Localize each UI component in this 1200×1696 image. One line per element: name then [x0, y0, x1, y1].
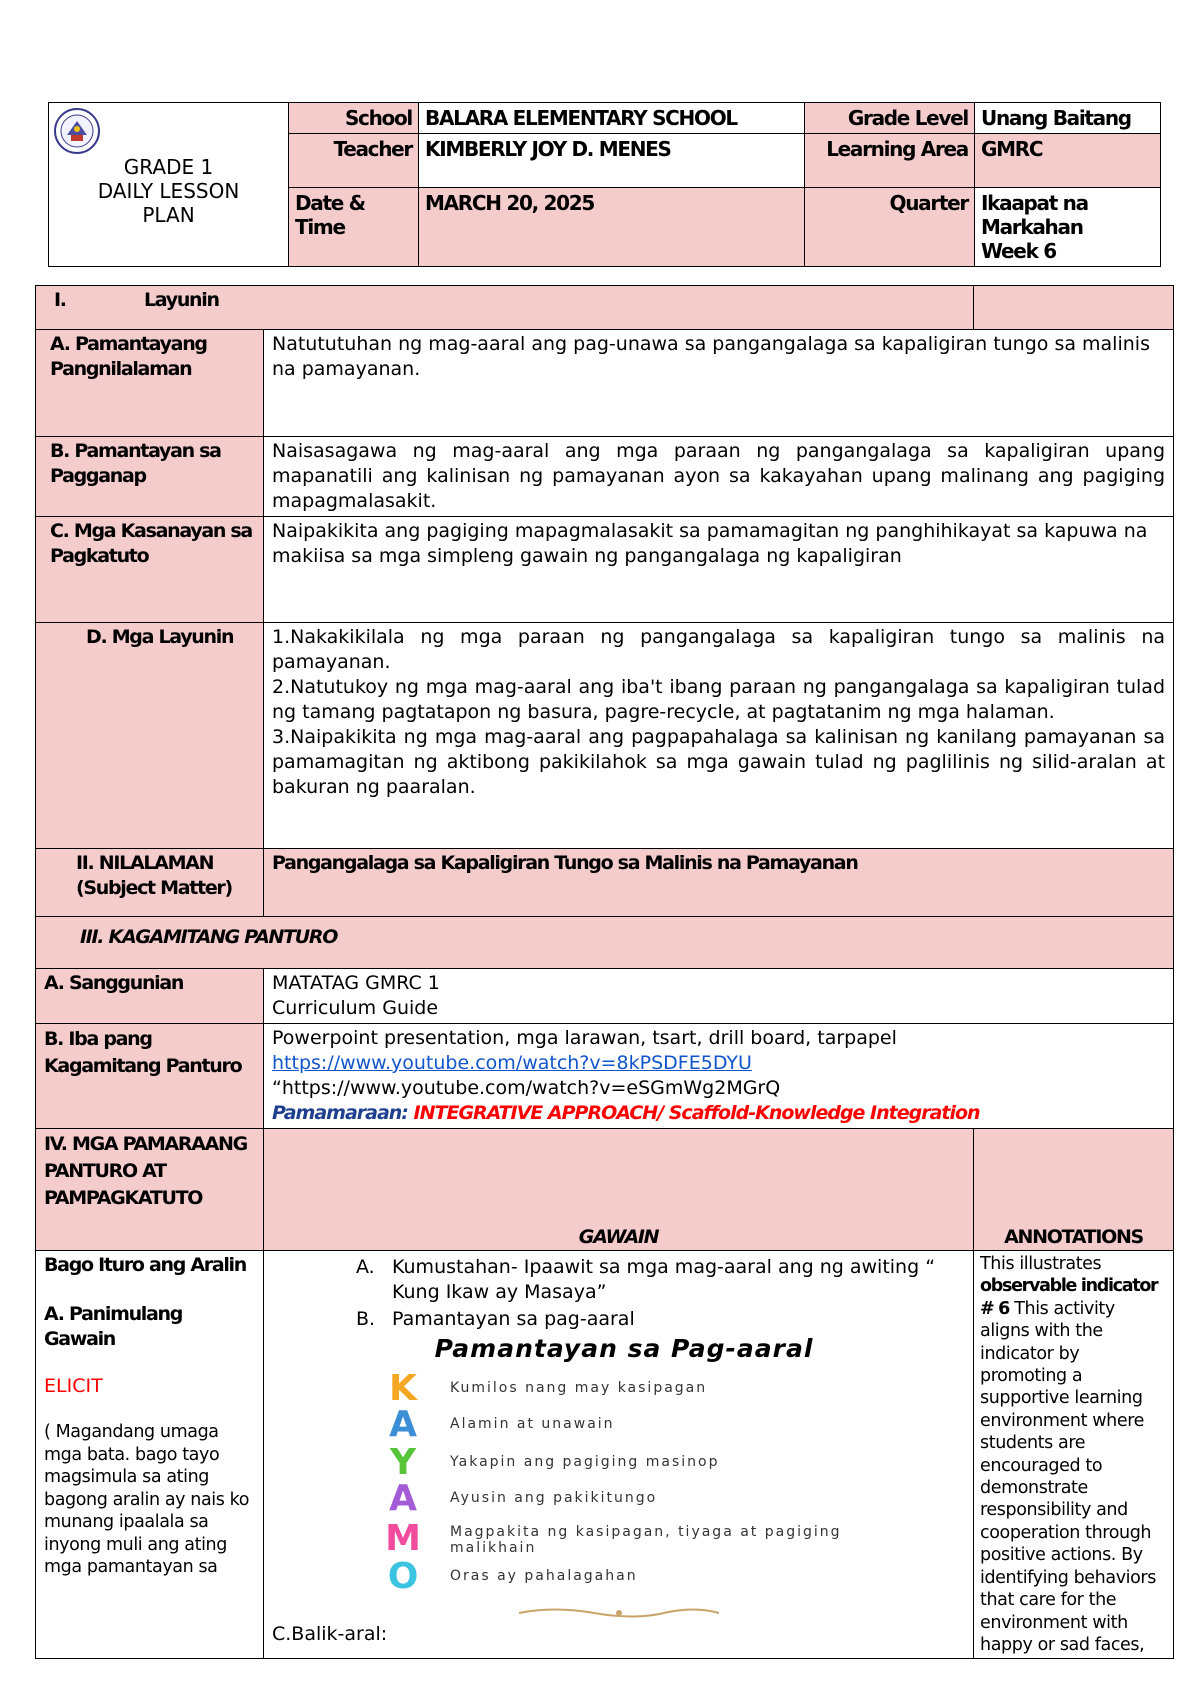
deped-seal-logo [53, 107, 101, 155]
elicit-label: ELICIT [44, 1375, 103, 1397]
pamantayan-image [364, 1336, 884, 1626]
gawain-cell [264, 1251, 974, 1659]
teacher-note: ( Magandang umaga mga bata. bago tayo magsimula sa ating bagong aralin ay nais ko munang ipaalala sa inyong muli ang ating mga pamantayan sa [44, 1422, 250, 1577]
kayamo-letter: A [389, 1478, 417, 1519]
annotation-cell [974, 1251, 1174, 1659]
kayamo-letter: O [387, 1556, 419, 1597]
teacher-label: Teacher [289, 134, 419, 188]
kayamo-row [372, 1478, 872, 1519]
grade-label: Grade Level [805, 103, 975, 134]
annotation-text: This illustrates [980, 1254, 1102, 1274]
image-title: Pamantayan sa Pag-aaral [434, 1334, 814, 1363]
header-table [48, 102, 1161, 267]
panimulang-gawain-label: A. Panimulang Gawain [44, 1303, 183, 1350]
kayamo-text: Oras ay pahalagahan [450, 1568, 638, 1584]
layunin-item: 1.Nakakikilala ng mga paraan ng pangangalaga sa kapaligiran tungo sa malinis na pamayanan. [272, 626, 1166, 673]
plan-title-line: PLAN [142, 203, 195, 227]
layunin-item: 3.Naipakikita ng mga mag-aaral ang pagpapahalaga sa kalinisan ng kanilang pamayanan sa pamamagitan ng aktibong pakikilahok sa mga gawain tulad ng paglilinis ng silid-aralan at bakuran ng paaralan. [272, 726, 1166, 798]
gawain-item-a [356, 1255, 965, 1305]
heading-text: Layunin [144, 289, 219, 311]
layunin-heading [36, 286, 974, 330]
kayamo-row [372, 1368, 872, 1409]
gawain-item-b [356, 1307, 965, 1332]
youtube-link-text: “https://www.youtube.com/watch?v=eSGmWg2MGrQ [272, 1077, 781, 1099]
annotation-text: This activity aligns with the indicator by promoting a supportive learning environment where students are encouraged to demonstrate responsibility and cooperation through positive actions. By identifying behaviors that care for the environment with happy or sad faces, [980, 1298, 1156, 1655]
kasanayan-sa-pagkatuto-text: Naipakikita ang pagiging mapagmalasakit sa pamamagitan ng panghihikayat sa kapuwa na makiisa sa mga simpleng gawain ng pangangalaga ng kapaligiran [264, 517, 1174, 623]
youtube-link[interactable]: https://www.youtube.com/watch?v=8kPSDFE5DYU [272, 1052, 752, 1074]
quarter-line: Ikaapat na [981, 191, 1088, 215]
sanggunian-line: MATATAG GMRC 1 [272, 972, 440, 994]
pamamaraan-line [272, 1101, 1165, 1126]
nilalaman-label: II. NILALAMAN (Subject Matter) [36, 849, 264, 917]
bago-ituro-cell [36, 1251, 264, 1659]
item-text: Pamantayan sa pag-aaral [392, 1308, 635, 1330]
kayamo-text: Kumilos nang may kasipagan [450, 1380, 708, 1396]
item-marker: A. [356, 1256, 375, 1278]
pamantayang-pangnilalaman-label: A. Pamantayang Pangnilalaman [36, 330, 264, 437]
plan-title-line: GRADE 1 [123, 155, 214, 179]
kayamo-row [372, 1404, 872, 1445]
pamantayan-sa-pagganap-label: B. Pamantayan sa Pagganap [36, 437, 264, 517]
pamantayan-sa-pagganap-text: Naisasagawa ng mag-aaral ang mga paraan ng pangangalaga sa kapaligiran upang mapanatili ang kalinisan ng pamayanan ayon sa kakayahan upang malinang ang pagiging mapagmalasakit. [264, 437, 1174, 517]
sanggunian-label: A. Sanggunian [36, 969, 264, 1024]
heading-number: I. [54, 289, 66, 311]
area-label: Learning Area [805, 134, 975, 188]
iba-pang-kagamitan-text [264, 1024, 1174, 1129]
quarter-line: Markahan [981, 215, 1083, 239]
kayamo-text: Ayusin ang pakikitungo [450, 1490, 658, 1506]
kayamo-row [372, 1442, 872, 1483]
bago-ituro-label: Bago Ituro ang Aralin [44, 1254, 246, 1276]
plan-title-line: DAILY LESSON [97, 179, 240, 203]
kayamo-text: Magpakita ng kasipagan, tiyaga at pagiging malikhain [450, 1524, 842, 1556]
ornament-divider-icon [514, 1606, 724, 1620]
grade-value: Unang Baitang [975, 103, 1161, 134]
school-value: BALARA ELEMENTARY SCHOOL [419, 103, 805, 134]
pamantayang-pangnilalaman-text: Natututuhan ng mag-aaral ang pag-unawa sa pangangalaga sa kapaligiran tungo sa malinis na pamayanan. [264, 330, 1174, 437]
quarter-label: Quarter [805, 188, 975, 267]
kayamo-letter: Y [389, 1442, 417, 1483]
kayamo-letter: M [385, 1518, 421, 1559]
kayamo-text: Alamin at unawain [450, 1416, 615, 1432]
lesson-plan-table [35, 285, 1174, 1659]
balik-aral-label: C.Balik-aral: [272, 1623, 388, 1645]
kayamo-text: Yakapin ang pagiging masinop [450, 1454, 720, 1470]
materials-line: Powerpoint presentation, mga larawan, tsart, drill board, tarpapel [272, 1027, 897, 1049]
gawain-header: GAWAIN [264, 1129, 974, 1251]
iba-pang-kagamitan-label: B. Iba pang Kagamitang Panturo [36, 1024, 264, 1129]
kayamo-letter: K [389, 1368, 417, 1409]
area-value: GMRC [975, 134, 1161, 188]
kayamo-row [372, 1556, 872, 1597]
nilalaman-text: Pangangalaga sa Kapaligiran Tungo sa Malinis na Pamayanan [264, 849, 1174, 917]
layunin-item: 2.Natutukoy ng mga mag-aaral ang iba't ibang paraan ng pangangalaga sa kapaligiran tulad ng tamang pagtatapon ng basura, pagre-recycle, at pagtatanim ng mga halaman. [272, 676, 1166, 723]
layunin-heading-blank [974, 286, 1174, 330]
pamamaraan-label: Pamamaraan: [272, 1102, 408, 1124]
date-value: MARCH 20, 2025 [419, 188, 805, 267]
school-label: School [289, 103, 419, 134]
kayamo-row [372, 1518, 872, 1559]
annotation-indicator: observable indicator # 6 [980, 1276, 1158, 1319]
quarter-value [975, 188, 1161, 267]
kayamo-letter: A [389, 1404, 417, 1445]
teacher-value: KIMBERLY JOY D. MENES [419, 134, 805, 188]
annotations-header: ANNOTATIONS [974, 1129, 1174, 1251]
sanggunian-text [264, 969, 1174, 1024]
item-text: Kumustahan- Ipaawit sa mga mag-aaral ang ng awiting “ Kung Ikaw ay Masaya” [392, 1256, 936, 1303]
pamaraan-label: IV. MGA PAMARAANG PANTURO AT PAMPAGKATUTO [36, 1129, 264, 1251]
mga-layunin-list [264, 623, 1174, 849]
plan-title-cell [49, 103, 289, 267]
quarter-line: Week 6 [981, 239, 1056, 263]
item-marker: B. [356, 1308, 376, 1330]
sanggunian-line: Curriculum Guide [272, 997, 439, 1019]
pamamaraan-value: INTEGRATIVE APPROACH/ Scaffold-Knowledge Integration [407, 1102, 980, 1124]
mga-layunin-label: D. Mga Layunin [36, 623, 264, 849]
kagamitan-heading: III. KAGAMITANG PANTURO [36, 917, 1174, 969]
kasanayan-sa-pagkatuto-label: C. Mga Kasanayan sa Pagkatuto [36, 517, 264, 623]
date-label: Date & Time [289, 188, 419, 267]
